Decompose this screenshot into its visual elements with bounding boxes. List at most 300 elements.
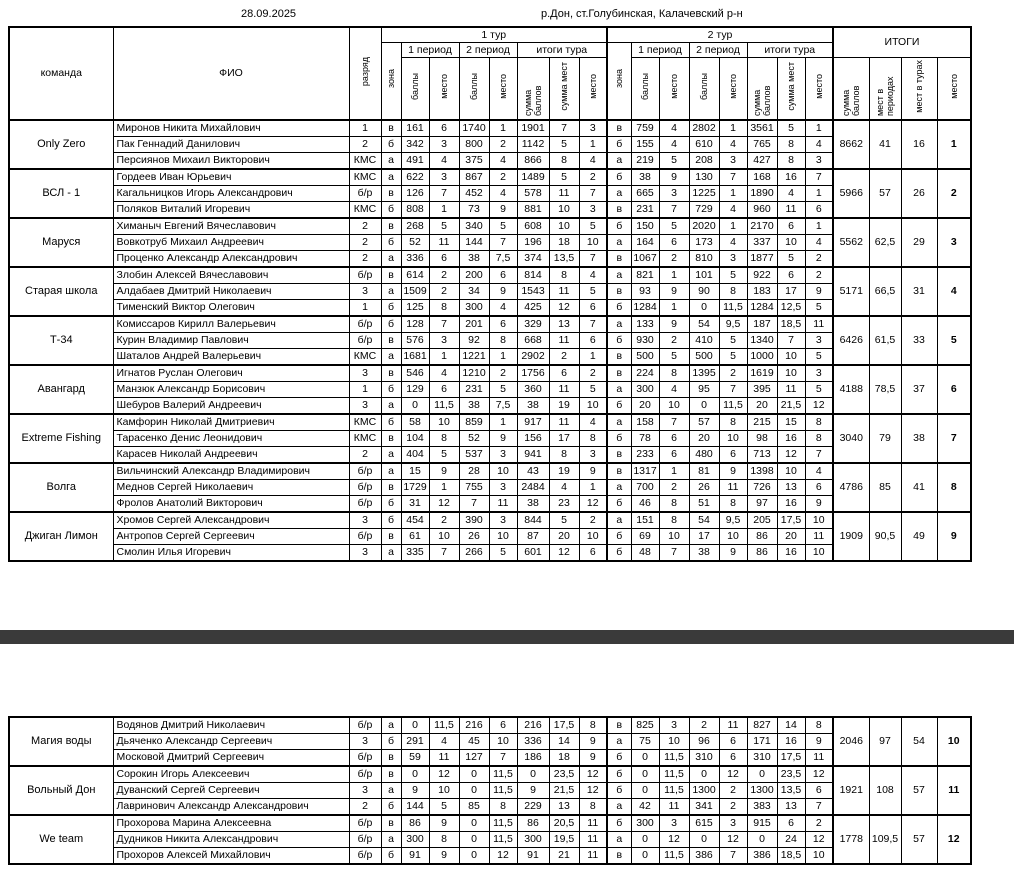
- cell-value: а: [607, 267, 631, 284]
- cell-value: 668: [517, 332, 549, 348]
- cell-value: 5: [805, 381, 833, 397]
- cell-value: 34: [459, 283, 489, 299]
- cell-value: 427: [747, 152, 777, 169]
- cell-value: 335: [401, 544, 429, 561]
- cell-value: 601: [517, 544, 549, 561]
- cell-value: 7: [805, 446, 833, 463]
- cell-value: 216: [517, 717, 549, 734]
- cell-value: 1284: [631, 299, 659, 316]
- cell-value: 20: [689, 430, 719, 446]
- cell-value: 881: [517, 201, 549, 218]
- cell-value: 6: [719, 734, 747, 750]
- cell-value: 86: [747, 528, 777, 544]
- cell-value: 91: [401, 848, 429, 865]
- cell-value: 1300: [747, 783, 777, 799]
- team-final-place: 4: [937, 267, 971, 316]
- cell-value: а: [607, 185, 631, 201]
- cell-value: 78: [631, 430, 659, 446]
- points-label: баллы: [699, 73, 709, 100]
- cell-value: 9: [719, 463, 747, 480]
- team-final-place: 6: [937, 365, 971, 414]
- team-total-points: 6426: [833, 316, 869, 365]
- cell-value: 51: [689, 495, 719, 512]
- cell-value: 12: [429, 495, 459, 512]
- cell-value: 38: [517, 495, 549, 512]
- cell-value: 196: [517, 234, 549, 250]
- cell-value: 2: [489, 136, 517, 152]
- cell-value: 6: [429, 381, 459, 397]
- cell-value: 7: [579, 250, 607, 267]
- cell-value: 90: [689, 283, 719, 299]
- cell-value: а: [381, 283, 401, 299]
- cell-value: 3: [719, 250, 747, 267]
- cell-value: 86: [747, 544, 777, 561]
- cell-value: 11: [549, 332, 579, 348]
- cell-value: б: [381, 381, 401, 397]
- cell-value: 329: [517, 316, 549, 333]
- cell-value: 5: [777, 250, 805, 267]
- cell-value: 844: [517, 512, 549, 529]
- cell-value: 18,5: [777, 316, 805, 333]
- cell-value: 12: [579, 783, 607, 799]
- cell-value: 700: [631, 479, 659, 495]
- table-row: [9, 750, 971, 767]
- cell-value: КМС: [349, 169, 381, 186]
- cell-value: 52: [401, 234, 429, 250]
- table-row: [9, 766, 971, 783]
- cell-value: 7: [579, 316, 607, 333]
- cell-value: 1619: [747, 365, 777, 382]
- cell-value: 9: [805, 734, 833, 750]
- cell-value: 9: [805, 283, 833, 299]
- cell-value: 340: [459, 218, 489, 235]
- team-total-points: 3040: [833, 414, 869, 463]
- cell-value: 7: [429, 316, 459, 333]
- cell-value: 54: [689, 512, 719, 529]
- cell-value: б: [607, 299, 631, 316]
- h: [517, 57, 549, 120]
- cell-value: 46: [631, 495, 659, 512]
- rank-label: разряд: [360, 57, 370, 87]
- cell-value: 4: [429, 734, 459, 750]
- cell-value: 205: [747, 512, 777, 529]
- cell-value: 11: [579, 848, 607, 865]
- cell-value: 86: [401, 815, 429, 832]
- cell-value: 0: [689, 299, 719, 316]
- cell-value: 186: [517, 750, 549, 767]
- cell-value: 3: [349, 512, 381, 529]
- participant-name: Гордеев Иван Юрьевич: [113, 169, 349, 186]
- cell-value: 7: [659, 414, 689, 431]
- cell-value: 729: [689, 201, 719, 218]
- cell-value: 10: [489, 528, 517, 544]
- cell-value: 11: [429, 750, 459, 767]
- cell-value: 2: [349, 136, 381, 152]
- cell-value: 4: [429, 365, 459, 382]
- cell-value: 26: [459, 528, 489, 544]
- cell-value: 13: [549, 316, 579, 333]
- cell-value: 11: [777, 381, 805, 397]
- h: [579, 57, 607, 120]
- cell-value: 38: [517, 397, 549, 414]
- participant-name: Шаталов Андрей Валерьевич: [113, 348, 349, 365]
- cell-value: 6: [579, 299, 607, 316]
- t1-zone-header: [381, 42, 401, 120]
- cell-value: 15: [777, 414, 805, 431]
- cell-value: 17,5: [549, 717, 579, 734]
- totals-header: ИТОГИ: [833, 27, 971, 57]
- cell-value: в: [607, 283, 631, 299]
- cell-value: 3: [579, 201, 607, 218]
- cell-value: 1398: [747, 463, 777, 480]
- cell-value: 54: [689, 316, 719, 333]
- cell-value: 17: [777, 283, 805, 299]
- cell-value: 0: [401, 766, 429, 783]
- cell-value: 10: [579, 234, 607, 250]
- cell-value: 13,5: [777, 783, 805, 799]
- cell-value: 6: [777, 267, 805, 284]
- cell-value: 360: [517, 381, 549, 397]
- cell-value: 1: [719, 218, 747, 235]
- cell-value: 11,5: [659, 848, 689, 865]
- cell-value: 12: [777, 446, 805, 463]
- cell-value: в: [381, 185, 401, 201]
- cell-value: 26: [689, 479, 719, 495]
- cell-value: 4: [805, 136, 833, 152]
- cell-value: 810: [689, 250, 719, 267]
- cell-value: 576: [401, 332, 429, 348]
- h: [777, 57, 805, 120]
- cell-value: 941: [517, 446, 549, 463]
- cell-value: 10: [719, 528, 747, 544]
- cell-value: 8: [805, 430, 833, 446]
- cell-value: 3: [429, 332, 459, 348]
- cell-value: 11: [549, 185, 579, 201]
- table-row: [9, 734, 971, 750]
- cell-value: 58: [401, 414, 429, 431]
- cell-value: 156: [517, 430, 549, 446]
- cell-value: 11,5: [719, 397, 747, 414]
- cell-value: 2: [349, 250, 381, 267]
- cell-value: 5: [719, 267, 747, 284]
- cell-value: 11: [549, 414, 579, 431]
- table-row: [9, 430, 971, 446]
- cell-value: 6: [719, 446, 747, 463]
- zone-label: зона: [386, 69, 396, 89]
- table-row: [9, 528, 971, 544]
- cell-value: а: [381, 348, 401, 365]
- cell-value: 5: [659, 152, 689, 169]
- cell-value: 266: [459, 544, 489, 561]
- cell-value: 1901: [517, 120, 549, 137]
- cell-value: 665: [631, 185, 659, 201]
- cell-value: 0: [631, 766, 659, 783]
- cell-value: 8: [549, 446, 579, 463]
- cell-value: 233: [631, 446, 659, 463]
- cell-value: 164: [631, 234, 659, 250]
- cell-value: 1: [659, 463, 689, 480]
- cell-value: 98: [747, 430, 777, 446]
- cell-value: в: [381, 120, 401, 137]
- cell-value: 229: [517, 799, 549, 816]
- cell-value: 1142: [517, 136, 549, 152]
- cell-value: 1317: [631, 463, 659, 480]
- team-total-points: 1778: [833, 815, 869, 864]
- cell-value: 500: [631, 348, 659, 365]
- h: [901, 57, 937, 120]
- cell-value: 1681: [401, 348, 429, 365]
- cell-value: 61: [401, 528, 429, 544]
- cell-value: 104: [401, 430, 429, 446]
- cell-value: б: [607, 218, 631, 235]
- table-row: [9, 463, 971, 480]
- cell-value: 31: [401, 495, 429, 512]
- cell-value: 7: [459, 495, 489, 512]
- cell-value: 8: [659, 495, 689, 512]
- cell-value: 2: [689, 717, 719, 734]
- participant-name: Дьяченко Александр Сергеевич: [113, 734, 349, 750]
- cell-value: 10: [429, 783, 459, 799]
- cell-value: 0: [631, 783, 659, 799]
- participant-name: Антропов Сергей Сергеевич: [113, 528, 349, 544]
- cell-value: б: [381, 848, 401, 865]
- cell-value: 219: [631, 152, 659, 169]
- team-name: Extreme Fishing: [9, 414, 113, 463]
- cell-value: б: [607, 332, 631, 348]
- participant-name: Водянов Дмитрий Николаевич: [113, 717, 349, 734]
- protocol-location: р.Дон, ст.Голубинская, Калачевский р-н: [541, 8, 743, 20]
- cell-value: 11,5: [489, 766, 517, 783]
- cell-value: 5: [489, 544, 517, 561]
- cell-value: 1729: [401, 479, 429, 495]
- cell-value: 5: [719, 332, 747, 348]
- cell-value: 2: [659, 250, 689, 267]
- cell-value: а: [607, 799, 631, 816]
- cell-value: б: [607, 528, 631, 544]
- cell-value: 578: [517, 185, 549, 201]
- cell-value: б/р: [349, 528, 381, 544]
- table-row: [9, 267, 971, 284]
- place-label: место: [728, 74, 738, 99]
- h: [689, 57, 719, 120]
- cell-value: 0: [401, 397, 429, 414]
- team-final-place: 7: [937, 414, 971, 463]
- cell-value: 18: [549, 234, 579, 250]
- cell-value: 922: [747, 267, 777, 284]
- cell-value: 386: [747, 848, 777, 865]
- team-tours-places: 49: [901, 512, 937, 561]
- cell-value: 0: [401, 717, 429, 734]
- cell-value: а: [607, 152, 631, 169]
- participant-name: Дуванский Сергей Сергеевич: [113, 783, 349, 799]
- t1-period2-header: 2 период: [459, 42, 517, 57]
- participant-name: Меднов Сергей Николаевич: [113, 479, 349, 495]
- cell-value: 3: [349, 783, 381, 799]
- cell-value: 622: [401, 169, 429, 186]
- team-total-points: 4188: [833, 365, 869, 414]
- team-final-place: 5: [937, 316, 971, 365]
- team-name: Маруся: [9, 218, 113, 267]
- cell-value: 155: [631, 136, 659, 152]
- team-tours-places: 38: [901, 414, 937, 463]
- cell-value: 8: [659, 365, 689, 382]
- cell-value: 8: [805, 414, 833, 431]
- cell-value: 300: [459, 299, 489, 316]
- cell-value: 168: [747, 169, 777, 186]
- cell-value: 200: [459, 267, 489, 284]
- cell-value: 7: [805, 169, 833, 186]
- cell-value: а: [381, 832, 401, 848]
- cell-value: 10: [777, 234, 805, 250]
- cell-value: б: [381, 512, 401, 529]
- team-final-place: 12: [937, 815, 971, 864]
- cell-value: 452: [459, 185, 489, 201]
- periods-label: мест в периодах: [875, 76, 895, 116]
- table-row: [9, 365, 971, 382]
- cell-value: 1: [349, 120, 381, 137]
- cell-value: 21,5: [549, 783, 579, 799]
- h: [549, 57, 579, 120]
- cell-value: 11,5: [489, 832, 517, 848]
- cell-value: 0: [689, 397, 719, 414]
- cell-value: 150: [631, 218, 659, 235]
- cell-value: 128: [401, 316, 429, 333]
- h: [833, 57, 869, 120]
- cell-value: 20: [747, 397, 777, 414]
- cell-value: 7: [805, 799, 833, 816]
- cell-value: 7,5: [489, 397, 517, 414]
- sum-points-label: сумма баллов: [523, 85, 543, 116]
- t2-zone-header: [607, 42, 631, 120]
- cell-value: 0: [459, 783, 489, 799]
- participant-name: Курин Владимир Павлович: [113, 332, 349, 348]
- cell-value: 7: [489, 234, 517, 250]
- cell-value: 0: [631, 750, 659, 767]
- table-row: [9, 120, 971, 137]
- cell-value: 726: [747, 479, 777, 495]
- cell-value: 1: [579, 348, 607, 365]
- cell-value: 92: [459, 332, 489, 348]
- cell-value: 14: [549, 734, 579, 750]
- team-final-place: 10: [937, 717, 971, 766]
- cell-value: 9: [489, 430, 517, 446]
- cell-value: 9: [579, 463, 607, 480]
- cell-value: а: [381, 783, 401, 799]
- cell-value: 101: [689, 267, 719, 284]
- cell-value: 2: [719, 799, 747, 816]
- place-label: место: [439, 74, 449, 99]
- cell-value: 1: [719, 185, 747, 201]
- cell-value: 8: [805, 717, 833, 734]
- cell-value: 133: [631, 316, 659, 333]
- team-total-points: 8662: [833, 120, 869, 169]
- table-row: [9, 136, 971, 152]
- cell-value: 2802: [689, 120, 719, 137]
- t1-period1-header: 1 период: [401, 42, 459, 57]
- cell-value: 7: [659, 201, 689, 218]
- cell-value: а: [607, 479, 631, 495]
- cell-value: б: [607, 136, 631, 152]
- cell-value: 6: [805, 783, 833, 799]
- participant-name: Комиссаров Кирилл Валерьевич: [113, 316, 349, 333]
- cell-value: а: [381, 397, 401, 414]
- cell-value: 8: [429, 832, 459, 848]
- cell-value: 4: [579, 414, 607, 431]
- cell-value: б: [381, 316, 401, 333]
- team-final-place: 3: [937, 218, 971, 267]
- cell-value: 11,5: [719, 299, 747, 316]
- cell-value: 2: [719, 365, 747, 382]
- team-tours-places: 31: [901, 267, 937, 316]
- cell-value: 337: [747, 234, 777, 250]
- cell-value: 28: [459, 463, 489, 480]
- cell-value: 390: [459, 512, 489, 529]
- cell-value: 6: [659, 430, 689, 446]
- cell-value: б: [381, 414, 401, 431]
- team-periods-places: 90,5: [869, 512, 901, 561]
- cell-value: 10: [549, 201, 579, 218]
- team-tours-places: 26: [901, 169, 937, 218]
- cell-value: 45: [459, 734, 489, 750]
- team-total-points: 5966: [833, 169, 869, 218]
- cell-value: 11,5: [429, 397, 459, 414]
- cell-value: 2: [805, 250, 833, 267]
- cell-value: 17: [689, 528, 719, 544]
- cell-value: 0: [689, 766, 719, 783]
- cell-value: б/р: [349, 766, 381, 783]
- cell-value: 12: [659, 832, 689, 848]
- cell-value: 4: [579, 152, 607, 169]
- cell-value: 1877: [747, 250, 777, 267]
- participant-name: Дудников Никита Александрович: [113, 832, 349, 848]
- cell-value: 2: [489, 169, 517, 186]
- cell-value: 3: [659, 815, 689, 832]
- cell-value: 23,5: [777, 766, 805, 783]
- cell-value: 96: [689, 734, 719, 750]
- cell-value: 8: [659, 512, 689, 529]
- zone-label: зона: [614, 69, 625, 89]
- cell-value: 5: [429, 218, 459, 235]
- cell-value: 6: [579, 332, 607, 348]
- cell-value: КМС: [349, 430, 381, 446]
- cell-value: б: [381, 734, 401, 750]
- cell-value: 0: [631, 848, 659, 865]
- place-label: место: [813, 74, 824, 99]
- cell-value: 2: [489, 365, 517, 382]
- cell-value: 7: [659, 544, 689, 561]
- cell-value: 73: [459, 201, 489, 218]
- t2-period2-header: 2 период: [689, 42, 747, 57]
- cell-value: 75: [631, 734, 659, 750]
- results-body-top: [9, 120, 971, 561]
- cell-value: 5: [489, 218, 517, 235]
- cell-value: 158: [631, 414, 659, 431]
- participant-name: Манзюк Александр Борисович: [113, 381, 349, 397]
- cell-value: 6: [777, 218, 805, 235]
- cell-value: б: [607, 815, 631, 832]
- cell-value: 4: [489, 185, 517, 201]
- cell-value: 16: [777, 495, 805, 512]
- cell-value: 9: [659, 169, 689, 186]
- cell-value: 129: [401, 381, 429, 397]
- cell-value: 13: [777, 799, 805, 816]
- team-total-points: 5171: [833, 267, 869, 316]
- cell-value: 375: [459, 152, 489, 169]
- participant-name: Вильчинский Александр Владимирович: [113, 463, 349, 480]
- cell-value: 10: [429, 414, 459, 431]
- cell-value: 8: [549, 152, 579, 169]
- cell-value: 10: [489, 463, 517, 480]
